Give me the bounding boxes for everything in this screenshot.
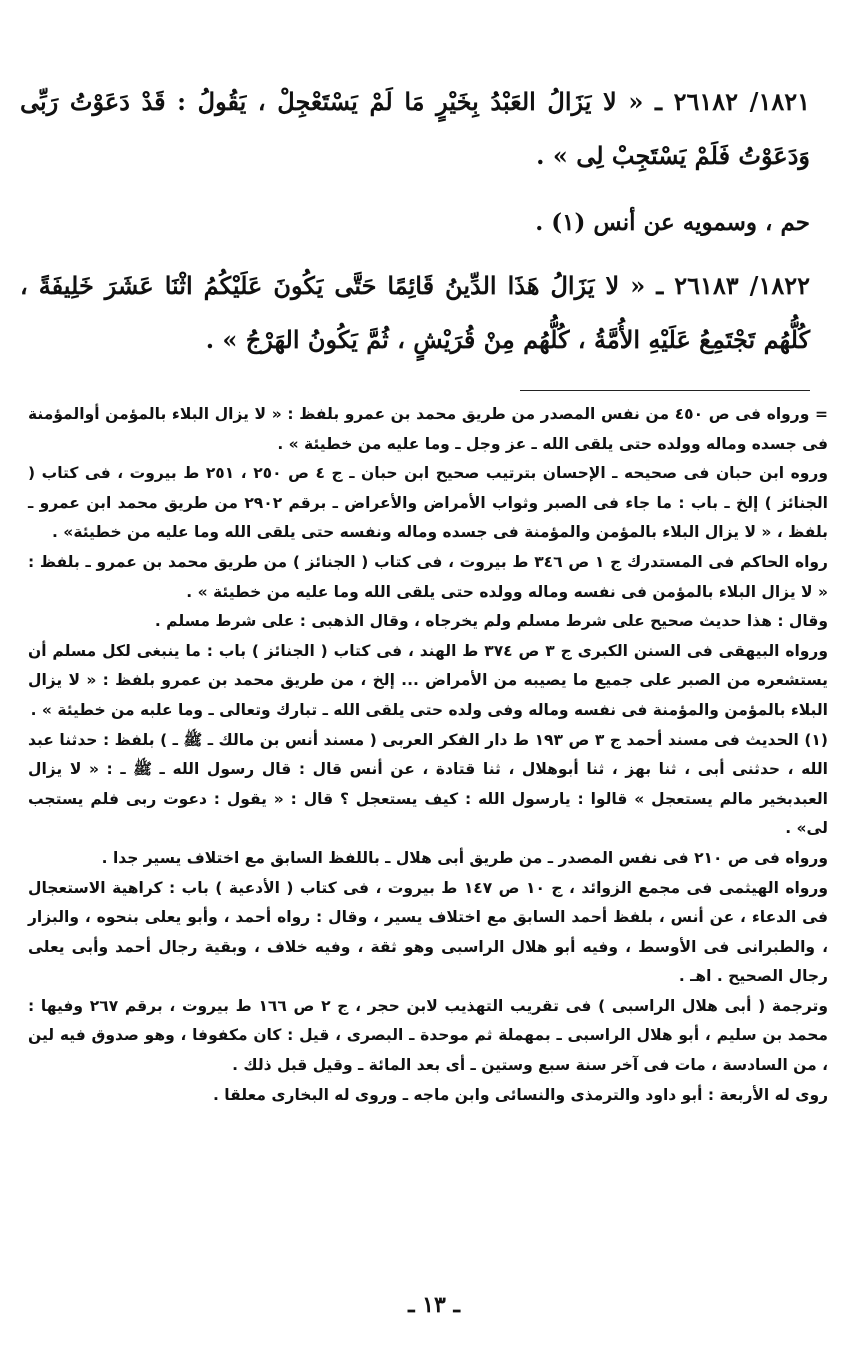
hadith-text: ١٨٢١/ ٢٦١٨٢ ـ « لا يَزَالُ العَبْدُ بِخَيْرٍ مَا لَمْ يَسْتَعْجِلْ ، يَقُولُ : قَدْ دَعَوْتُ رَبِّى وَدَعَوْتُ فَلَمْ يَسْتَجِبْ لِى » . bbox=[20, 87, 810, 170]
footnote-paragraph: (١) الحديث فى مسند أحمد ج ٣ ص ١٩٣ ط دار الفكر العربى ( مسند أنس بن مالك ـ ﷺ ـ ) بلفظ : حدثنا عبد الله ، حدثنى أبى ، ثنا بهز ، ثنا أبوهلال ، ثنا قتادة ، عن أنس قال : قال رسول الله ـ ﷺ ـ : « لا يزال العبدبخير مالم يستعجل » قالوا : يارسول الله : كيف يستعجل ؟ قال : « يقول : دعوت ربى فلم يستجب لى» . bbox=[28, 730, 828, 838]
footnote-paragraph: ورواه الهيثمى فى مجمع الزوائد ، ج ١٠ ص ١٤٧ ط بيروت ، فى كتاب ( الأدعية ) باب : كراهية الاستعجال فى الدعاء ، عن أنس ، بلفظ أحمد السابق مع اختلاف يسير ، وقال : رواه أحمد ، وأبو يعلى بنحوه ، والبزار ، والطبرانى فى الأوسط ، وفيه أبو هلال الراسبى وهو ثقة ، وفيه خلاف ، وبقية رجال أحمد وأبى يعلى رجال الصحيح . اهـ . bbox=[28, 878, 828, 986]
footnote-paragraph: وروه ابن حبان فى صحيحه ـ الإحسان بترتيب صحيح ابن حبان ـ ج ٤ ص ٢٥٠ ، ٢٥١ ط بيروت ، فى كتاب ( الجنائز ) إلخ ـ باب : ما جاء فى الصبر وثواب الأمراض والأعراض ـ برقم ٢٩٠٢ من طريق محمد ابن عمرو ـ بلفظ ، « لا يزال البلاء بالمؤمن والمؤمنة فى جسده وماله ونفسه حتى يلقى الله وما عليه من خطيئة» . bbox=[28, 464, 828, 542]
source-text: حم ، وسمويه عن أنس (١) . bbox=[535, 209, 810, 236]
footnote-paragraph: روى له الأربعة : أبو داود والترمذى والنسائى وابن ماجه ـ وروى له البخارى معلقا . bbox=[213, 1085, 828, 1104]
footnote-paragraph: وترجمة ( أبى هلال الراسبى ) فى تقريب التهذيب لابن حجر ، ج ٢ ص ١٦٦ ط بيروت ، برقم ٢٦٧ وفيها : محمد بن سليم ، أبو هلال الراسبى ـ بمهملة ثم موحدة ـ البصرى ، قيل : كان مكفوفا ، وهو صدوق فيه لين ، من السادسة ، مات فى آخر سنة سبع وستين ـ أى بعد المائة ـ وقيل قبل ذلك . bbox=[28, 996, 828, 1075]
hadith-1821-source bbox=[20, 196, 810, 250]
footnote-paragraph: رواه الحاكم فى المستدرك ج ١ ص ٣٤٦ ط بيروت ، فى كتاب ( الجنائز ) من طريق محمد بن عمرو ـ بلفظ : « لا يزال البلاء بالمؤمن فى نفسه وماله وولده حتى يلقى الله وما عليه من خطيئة » . bbox=[28, 552, 828, 601]
hadith-1822 bbox=[20, 259, 810, 367]
hadith-1821 bbox=[20, 75, 810, 183]
page-number: ـ ١٣ ـ bbox=[408, 1292, 460, 1318]
footnote-paragraph: وقال : هذا حديث صحيح على شرط مسلم ولم يخرجاه ، وقال الذهبى : على شرط مسلم . bbox=[154, 612, 828, 631]
footnote-paragraph: = ورواه فى ص ٤٥٠ من نفس المصدر من طريق محمد بن عمرو بلفظ : « لا يزال البلاء بالمؤمن أوالمؤمنة فى جسده وماله وولده حتى يلقى الله ـ عز وجل ـ وما عليه من خطيئة » . bbox=[28, 405, 828, 453]
footnote-divider bbox=[520, 390, 810, 391]
footnotes bbox=[28, 400, 828, 1110]
hadith-text: ١٨٢٢/ ٢٦١٨٣ ـ « لا يَزَالُ هَذَا الدِّينُ قَائِمًا حَتَّى يَكُونَ عَلَيْكُمُ اثْنَا عَشَرَ خَلِيفَةً ، كُلُّهُم تَجْتَمِعُ عَلَيْهِ الأُمَّةُ ، كُلُّهُم مِنْ قُرَيْشٍ ، ثُمَّ يَكُونُ الهَرْجُ » . bbox=[20, 271, 810, 354]
footnote-paragraph: ورواه فى ص ٢١٠ فى نفس المصدر ـ من طريق أبى هلال ـ باللفظ السابق مع اختلاف يسير جدا . bbox=[101, 848, 828, 867]
footnote-paragraph: ورواه البيهقى فى السنن الكبرى ج ٣ ص ٣٧٤ ط الهند ، فى كتاب ( الجنائز ) باب : ما ينبغى لكل مسلم أن يستشعره من الصبر على جميع ما يصيبه من الأمراض ... إلخ ، من طريق محمد بن عمرو بلفظ : « لا يزال البلاء بالمؤمن والمؤمنة فى نفسه وماله وفى ولده حتى يلقى الله ـ تبارك وتعالى ـ وما علبه من خطيئة » . bbox=[28, 641, 828, 719]
